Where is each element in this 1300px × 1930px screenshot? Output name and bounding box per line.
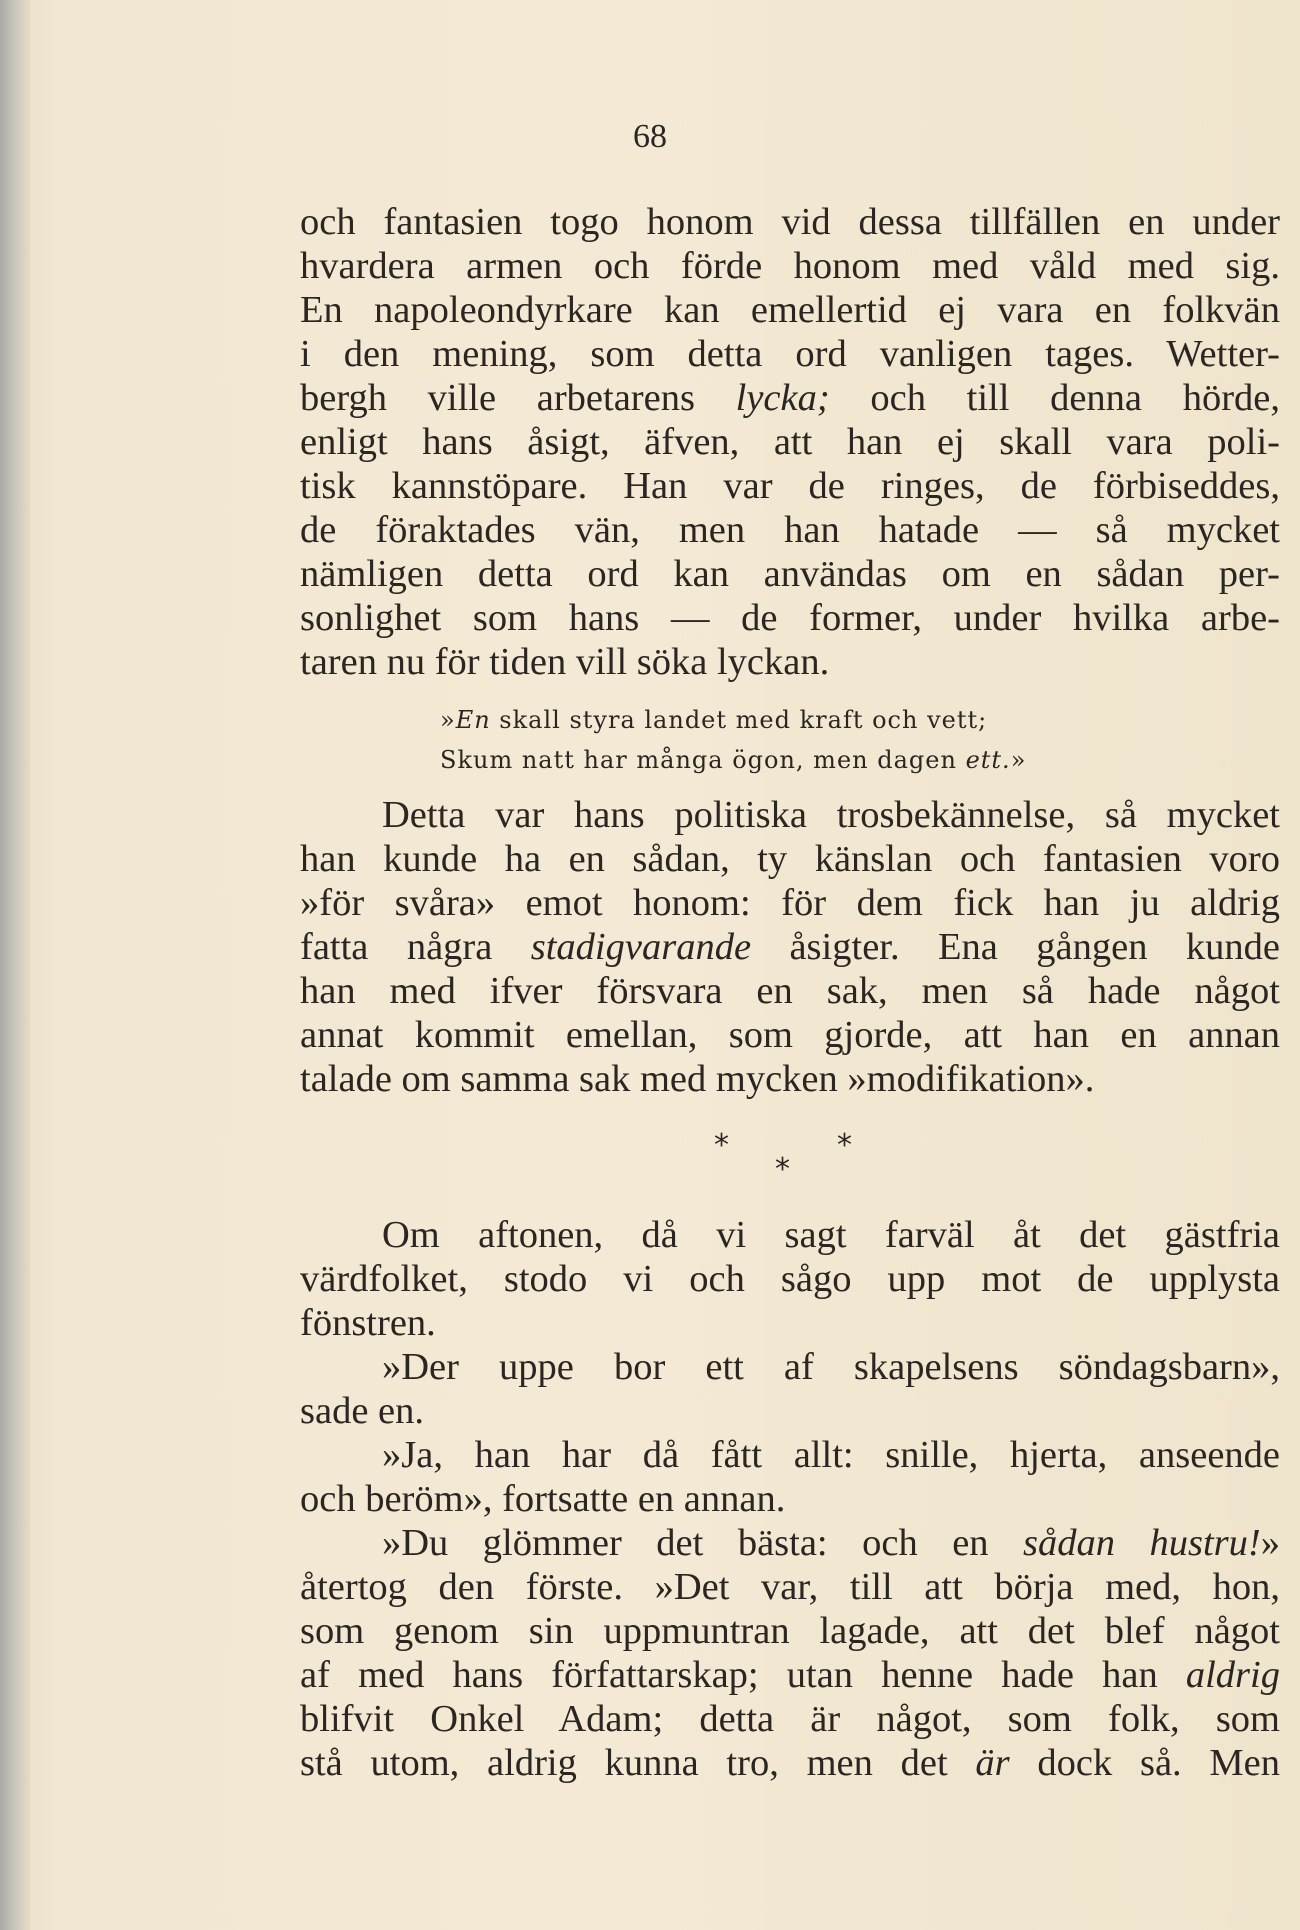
text-line: och fantasien togo honom vid dessa tillfällen en under <box>300 201 1280 243</box>
text-line: stå utom, aldrig kunna tro, men det är dock så. Men <box>300 1742 1281 1784</box>
emphasis: En <box>455 706 491 734</box>
separator-asterisk: * <box>837 1128 852 1163</box>
text-line: han kunde ha en sådan, ty känslan och fantasien voro <box>300 838 1280 880</box>
text-line: fatta några stadigvarande åsigter. Ena gången kunde <box>300 926 1280 968</box>
text-line: som genom sin uppmuntran lagade, att det blef något <box>300 1610 1280 1652</box>
text-line: »för svåra» emot honom: för dem fick han ju aldrig <box>300 882 1280 924</box>
text-line: annat kommit emellan, som gjorde, att han en annan <box>300 1014 1280 1056</box>
page-number: 68 <box>633 118 667 155</box>
text-line: »Du glömmer det bästa: och en sådan hustru!» <box>382 1522 1280 1564</box>
text-line: taren nu för tiden vill söka lyckan. <box>300 641 830 683</box>
emphasis: aldrig <box>1185 1654 1280 1696</box>
separator-asterisk: * <box>775 1152 790 1187</box>
verse-line: Skum natt har många ögon, men dagen ett.» <box>440 746 1027 774</box>
emphasis: stadigvarande <box>530 926 752 968</box>
text-line: värdfolket, stodo vi och sågo upp mot de upplysta <box>300 1258 1280 1300</box>
text-line: af med hans författarskap; utan henne hade han aldrig <box>300 1654 1280 1696</box>
verse-line: »En skall styra landet med kraft och vett; <box>440 706 988 734</box>
text-line: han med ifver försvara en sak, men så hade något <box>300 970 1280 1012</box>
text-line: sade en. <box>300 1390 424 1432</box>
text-line: i den mening, som detta ord vanligen tages. Wetter- <box>300 333 1280 375</box>
emphasis: lycka; <box>735 377 830 419</box>
text-line: Detta var hans politiska trosbekännelse, så mycket <box>382 794 1280 836</box>
emphasis: är <box>975 1742 1010 1784</box>
text-line: talade om samma sak med mycken »modifikation». <box>300 1058 1095 1100</box>
text-line: Om aftonen, då vi sagt farväl åt det gästfria <box>382 1214 1280 1256</box>
text-line: tisk kannstöpare. Han var de ringes, de förbiseddes, <box>300 465 1280 507</box>
text-line: återtog den förste. »Det var, till att börja med, hon, <box>300 1566 1280 1608</box>
separator-asterisk: * <box>714 1128 729 1163</box>
page-binding-edge <box>0 0 30 1930</box>
text-line: enligt hans åsigt, äfven, att han ej skall vara poli- <box>300 421 1280 463</box>
emphasis: sådan hustru! <box>1023 1522 1261 1564</box>
text-line: de föraktades vän, men han hatade — så mycket <box>300 509 1280 551</box>
text-line: blifvit Onkel Adam; detta är något, som folk, som <box>300 1698 1280 1740</box>
text-line: sonlighet som hans — de former, under hvilka arbe- <box>300 597 1280 639</box>
text-line: »Der uppe bor ett af skapelsens söndagsbarn», <box>382 1346 1280 1388</box>
text-line: nämligen detta ord kan användas om en sådan per- <box>300 553 1280 595</box>
text-line: hvardera armen och förde honom med våld med sig. <box>300 245 1280 287</box>
emphasis: ett. <box>965 746 1011 774</box>
text-line: En napoleondyrkare kan emellertid ej vara en folkvän <box>300 289 1280 331</box>
text-line: och beröm», fortsatte en annan. <box>300 1478 786 1520</box>
text-line: »Ja, han har då fått allt: snille, hjerta, anseende <box>382 1434 1280 1476</box>
text-line: bergh ville arbetarens lycka; och till denna hörde, <box>300 377 1280 419</box>
text-line: fönstren. <box>300 1302 436 1344</box>
